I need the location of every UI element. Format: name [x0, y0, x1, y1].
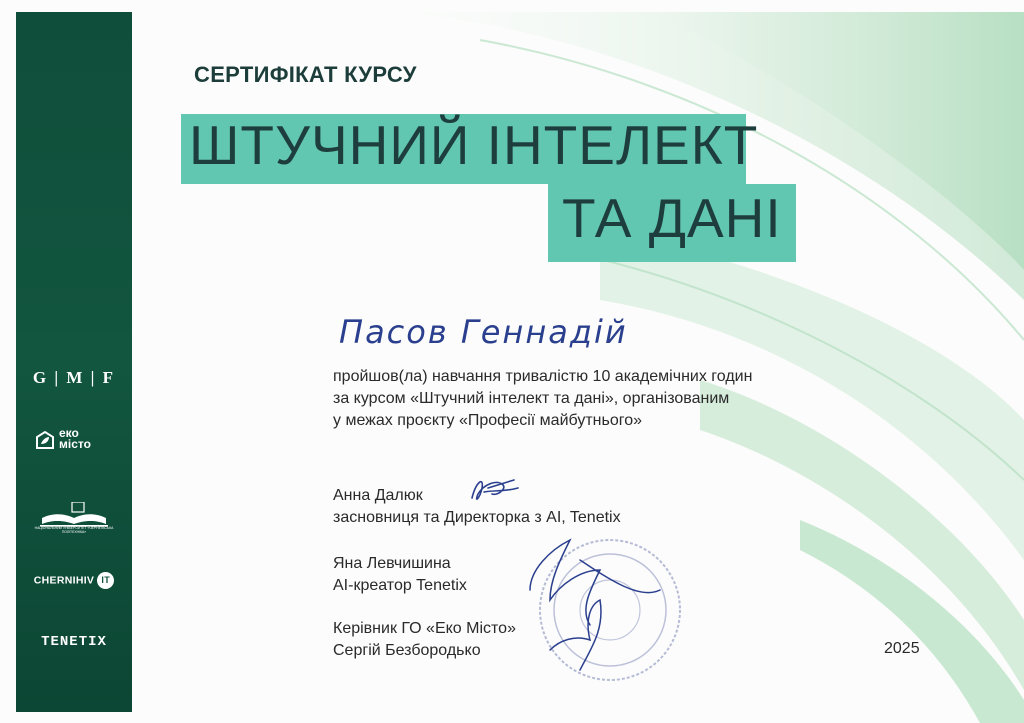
signatory-3-role: Сергій Безбородько: [333, 642, 481, 659]
signature-2: [520, 530, 670, 680]
signature-1: [458, 470, 528, 510]
statement-line-1: пройшов(ла) навчання тривалістю 10 академічних годин: [333, 368, 753, 385]
completion-statement: [333, 366, 893, 432]
university-name: НАЦІОНАЛЬНИЙ УНІВЕРСИТЕТ «ЧЕРНІГІВСЬКА ПОЛІТЕХНІКА»: [34, 526, 114, 534]
recipient-name-handwriting: [335, 303, 665, 359]
certificate-subtitle: СЕРТИФІКАТ КУРСУ: [194, 62, 417, 87]
university-logo: [36, 502, 112, 534]
course-title-line1: ШТУЧНИЙ ІНТЕЛЕКТ: [189, 114, 759, 176]
course-title-line2: ТА ДАНІ: [562, 187, 782, 249]
eko-logo-line2: місто: [59, 437, 91, 451]
signatory-1-role: засновниця та Директорка з AI, Tenetix: [333, 509, 621, 526]
statement-line-3: у межах проєкту «Професії майбутнього»: [333, 412, 642, 429]
statement-line-2: за курсом «Штучний інтелект та дані», організованим: [333, 390, 730, 407]
signatory-2-name: Яна Левчишина: [333, 555, 451, 572]
signatory-2-role: AI-креатор Tenetix: [333, 577, 467, 594]
recipient-name: Пасов Геннадій: [339, 313, 628, 351]
gmf-logo: G | M | F: [32, 368, 116, 387]
chernihiv-it-logo: [16, 572, 132, 589]
it-badge: IT: [97, 572, 114, 589]
eko-leaf-icon: [34, 429, 56, 451]
signatory-3-name: Керівник ГО «Еко Місто»: [333, 620, 516, 637]
eko-logo-line1: еко: [59, 426, 79, 440]
certificate-year: 2025: [884, 640, 920, 657]
sidebar: [16, 12, 132, 712]
signatory-1-name: Анна Далюк: [333, 487, 423, 504]
chernihiv-text: CHERNIHIV: [33, 574, 95, 587]
eko-misto-logo: [34, 425, 118, 455]
tenetix-logo: TENETIX: [41, 634, 107, 650]
